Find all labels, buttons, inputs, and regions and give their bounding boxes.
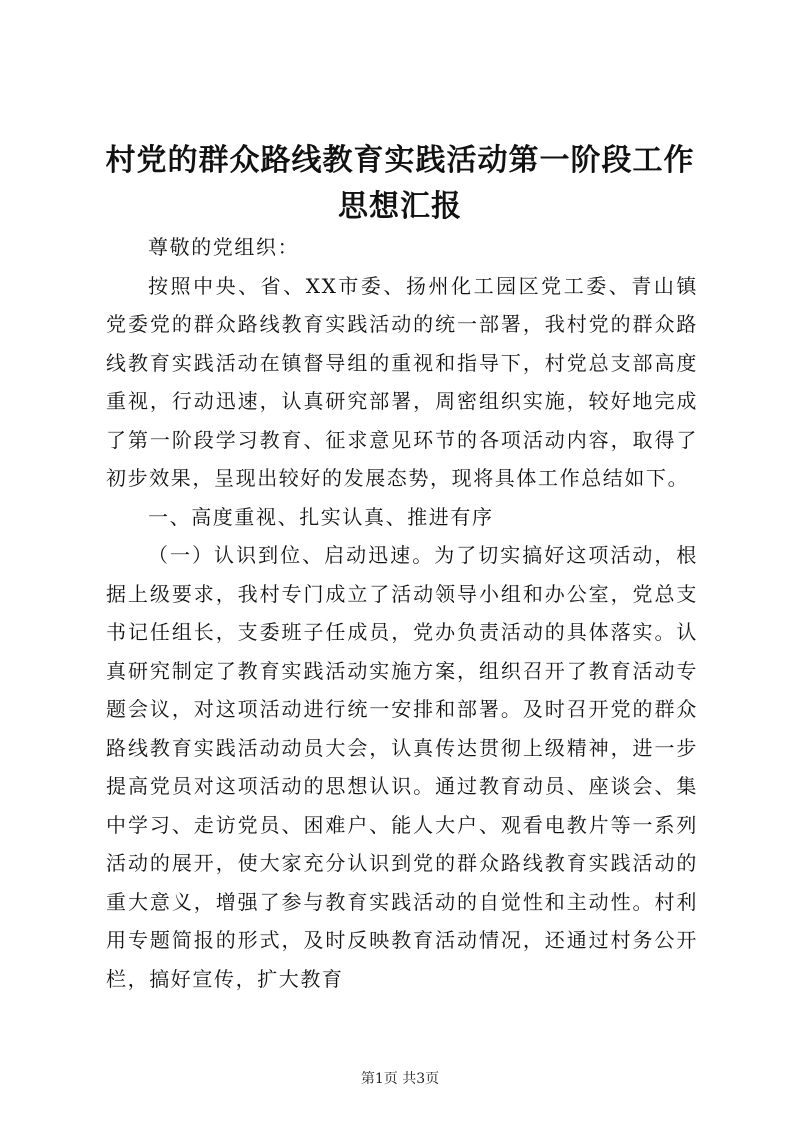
page-footer: 第1页 共3页 <box>360 1071 440 1087</box>
document-body <box>106 228 698 998</box>
paragraph-intro: 按照中央、省、XX市委、扬州化工园区党工委、青山镇党委党的群众路线教育实践活动的统一部署，我村党的群众路线教育实践活动在镇督导组的重视和指导下，村党总支部高度重视，行动迅速，认真研究部署，周密组织实施，较好地完成了第一阶段学习教育、征求意见环节的各项活动内容，取得了初步效果，呈现出较好的发展态势，现将具体工作总结如下。 <box>106 273 698 490</box>
section-heading-1: 一、高度重视、扎实认真、推进有序 <box>148 504 494 529</box>
salutation: 尊敬的党组织： <box>148 235 300 259</box>
document-title: 村党的群众路线教育实践活动第一阶段工作思想汇报 <box>105 143 695 224</box>
paragraph-section-1-1: （一）认识到位、启动迅速。为了切实搞好这项活动，根据上级要求，我村专门成立了活动领导小组和办公室，党总支书记任组长，支委班子任成员，党办负责活动的具体落实。认真研究制定了教育实践活动实施方案，组织召开了教育活动专题会议，对这项活动进行统一安排和部署。及时召开党的群众路线教育实践活动动员大会，认真传达贯彻上级精神，进一步提高党员对这项活动的思想认识。通过教育动员、座谈会、集中学习、走访党员、困难户、能人大户、观看电教片等一系列活动的展开，使大家充分认识到党的群众路线教育实践活动的重大意义，增强了参与教育实践活动的自觉性和主动性。村利用专题简报的形式，及时反映教育活动情况，还通过村务公开栏，搞好宣传，扩大教育 <box>106 543 698 991</box>
